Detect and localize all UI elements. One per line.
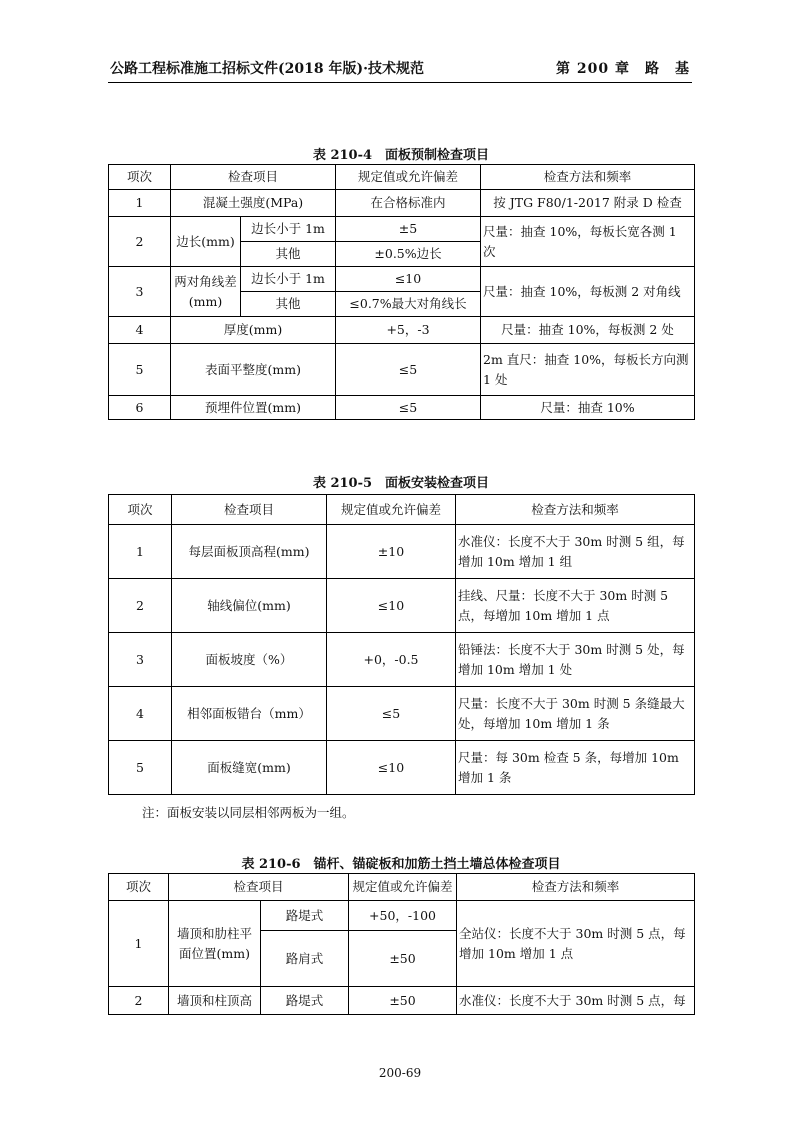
tolerance-value: ≤10 <box>327 579 456 633</box>
row-number: 4 <box>109 317 171 344</box>
page-header <box>108 56 692 83</box>
check-item: 轴线偏位(mm) <box>172 579 327 633</box>
table-row <box>109 317 695 344</box>
row-number: 6 <box>109 396 171 420</box>
check-method: 尺量：抽查 10%，每板长宽各测 1 次 <box>481 217 695 267</box>
tolerance-value: +50，-100 <box>349 901 457 931</box>
table-row <box>109 901 695 931</box>
table-row <box>109 687 695 741</box>
check-item: 相邻面板错台（mm） <box>172 687 327 741</box>
row-number: 1 <box>109 190 171 217</box>
table-210-5 <box>108 494 695 795</box>
tolerance-value: ±50 <box>349 987 457 1015</box>
check-method: 2m 直尺：抽查 10%，每板长方向测 1 处 <box>481 344 695 396</box>
table-row <box>109 987 695 1015</box>
check-method: 按 JTG F80/1-2017 附录 D 检查 <box>481 190 695 217</box>
table-210-4 <box>108 164 695 420</box>
check-method: 尺量：每 30m 检查 5 条，每增加 10m 增加 1 条 <box>456 741 695 795</box>
tolerance-value: ≤5 <box>336 344 481 396</box>
tolerance-value: ±5 <box>336 217 481 242</box>
check-item: 墙顶和柱顶高 <box>169 987 261 1015</box>
column-header: 规定值或允许偏差 <box>336 165 481 190</box>
tolerance-value: ≤0.7%最大对角线长 <box>336 292 481 317</box>
row-number: 1 <box>109 525 172 579</box>
column-header: 检查方法和频率 <box>457 874 695 901</box>
table-210-5-caption: 表 210-5 面板安装检查项目 <box>312 476 490 491</box>
table-header-row <box>109 165 695 190</box>
table-row <box>109 344 695 396</box>
table-row <box>109 741 695 795</box>
column-header: 检查方法和频率 <box>481 165 695 190</box>
sub-item: 其他 <box>241 242 336 267</box>
row-number: 1 <box>109 901 169 987</box>
column-header: 检查项目 <box>169 874 349 901</box>
table-row <box>109 579 695 633</box>
column-header: 检查方法和频率 <box>456 495 695 525</box>
row-number: 3 <box>109 633 172 687</box>
check-item: 两对角线差(mm) <box>171 267 241 317</box>
row-number: 2 <box>109 987 169 1015</box>
tolerance-value: ≤5 <box>327 687 456 741</box>
tolerance-value: ±50 <box>349 931 457 987</box>
column-header: 检查项目 <box>171 165 336 190</box>
check-method: 挂线、尺量：长度不大于 30m 时测 5 点，每增加 10m 增加 1 点 <box>456 579 695 633</box>
check-item: 表面平整度(mm) <box>171 344 336 396</box>
check-item: 预埋件位置(mm) <box>171 396 336 420</box>
tolerance-value: ≤10 <box>336 267 481 292</box>
tolerance-value: ≤5 <box>336 396 481 420</box>
sub-item: 路堤式 <box>261 987 349 1015</box>
column-header: 项次 <box>109 874 169 901</box>
check-item: 厚度(mm) <box>171 317 336 344</box>
check-item: 面板缝宽(mm) <box>172 741 327 795</box>
check-method: 水准仪：长度不大于 30m 时测 5 点，每 <box>457 987 695 1015</box>
check-item: 面板坡度（%） <box>172 633 327 687</box>
row-number: 2 <box>109 217 171 267</box>
table-row <box>109 267 695 292</box>
table-header-row <box>109 495 695 525</box>
row-number: 2 <box>109 579 172 633</box>
table-row <box>109 190 695 217</box>
column-header: 项次 <box>109 495 172 525</box>
column-header: 项次 <box>109 165 171 190</box>
page-number: 200-69 <box>378 1066 422 1080</box>
row-number: 5 <box>109 344 171 396</box>
tolerance-value: ±0.5%边长 <box>336 242 481 267</box>
sub-item: 路肩式 <box>261 931 349 987</box>
check-item: 墙顶和肋柱平面位置(mm) <box>169 901 261 987</box>
check-item: 混凝土强度(MPa) <box>171 190 336 217</box>
table-row <box>109 525 695 579</box>
column-header: 检查项目 <box>172 495 327 525</box>
sub-item: 其他 <box>241 292 336 317</box>
chapter-title: 第 200 章 路 基 <box>556 61 690 77</box>
column-header: 规定值或允许偏差 <box>349 874 457 901</box>
check-method: 尺量：抽查 10%，每板测 2 处 <box>481 317 695 344</box>
check-method: 尺量：长度不大于 30m 时测 5 条缝最大处，每增加 10m 增加 1 条 <box>456 687 695 741</box>
table-210-6 <box>108 873 695 1015</box>
row-number: 3 <box>109 267 171 317</box>
document-title: 公路工程标准施工招标文件(2018 年版)·技术规范 <box>110 61 424 77</box>
tolerance-value: ≤10 <box>327 741 456 795</box>
check-method: 全站仪：长度不大于 30m 时测 5 点，每增加 10m 增加 1 点 <box>457 901 695 987</box>
check-method: 铅锤法：长度不大于 30m 时测 5 处，每增加 10m 增加 1 处 <box>456 633 695 687</box>
sub-item: 边长小于 1m <box>241 267 336 292</box>
check-method: 尺量：抽查 10% <box>481 396 695 420</box>
sub-item: 路堤式 <box>261 901 349 931</box>
check-method: 尺量：抽查 10%，每板测 2 对角线 <box>481 267 695 317</box>
tolerance-value: +0，-0.5 <box>327 633 456 687</box>
table-210-4-caption: 表 210-4 面板预制检查项目 <box>312 148 490 163</box>
column-header: 规定值或允许偏差 <box>327 495 456 525</box>
tolerance-value: ±10 <box>327 525 456 579</box>
table-row <box>109 396 695 420</box>
table-note: 注：面板安装以同层相邻两板为一组。 <box>142 805 355 820</box>
row-number: 5 <box>109 741 172 795</box>
table-header-row <box>109 874 695 901</box>
sub-item: 边长小于 1m <box>241 217 336 242</box>
check-method: 水准仪：长度不大于 30m 时测 5 组，每增加 10m 增加 1 组 <box>456 525 695 579</box>
table-210-6-caption: 表 210-6 锚杆、锚碇板和加筋土挡土墙总体检查项目 <box>241 857 561 872</box>
table-row <box>109 217 695 242</box>
table-row <box>109 633 695 687</box>
check-item: 每层面板顶高程(mm) <box>172 525 327 579</box>
check-item: 边长(mm) <box>171 217 241 267</box>
tolerance-value: +5，-3 <box>336 317 481 344</box>
tolerance-value: 在合格标准内 <box>336 190 481 217</box>
row-number: 4 <box>109 687 172 741</box>
